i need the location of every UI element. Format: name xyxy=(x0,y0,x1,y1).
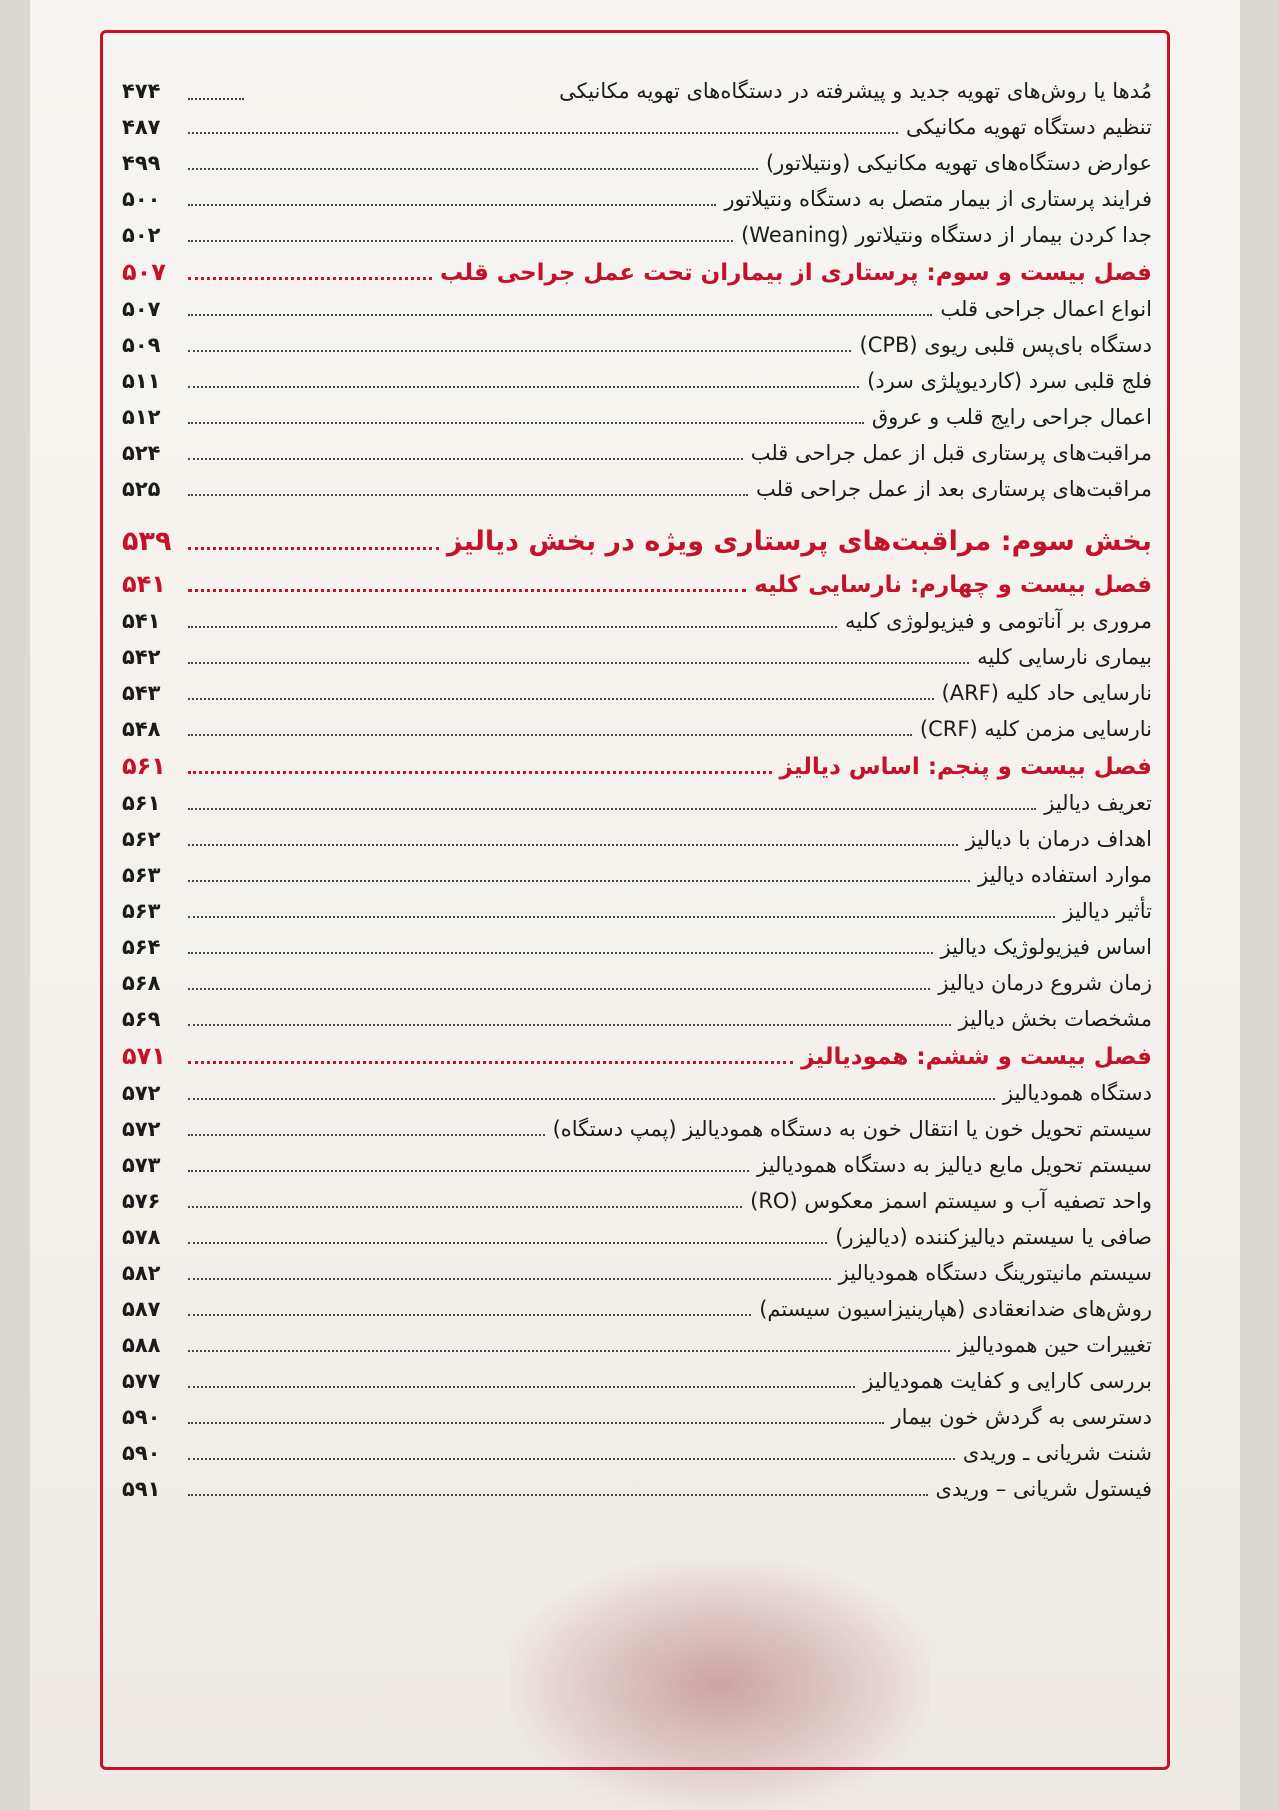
dot-leader xyxy=(188,734,912,736)
dot-leader xyxy=(188,988,930,990)
toc-page-number: ۵۹۰ xyxy=(122,1405,161,1429)
toc-page-number: ۵۷۲ xyxy=(122,1081,161,1105)
toc-entry-title: بخش سوم: مراقبت‌های پرستاری ویژه در بخش دیالیز xyxy=(446,526,1152,557)
toc-page-number: ۵۸۷ xyxy=(122,1297,161,1321)
toc-page-number: ۵۷۳ xyxy=(122,1153,161,1177)
toc-topic-row xyxy=(122,217,1152,253)
toc-entry-title: تعریف دیالیز xyxy=(1044,791,1152,815)
toc-page-number: ۵۷۷ xyxy=(122,1369,161,1393)
toc-entry-title: مراقبت‌های پرستاری قبل از عمل جراحی قلب xyxy=(750,441,1152,465)
toc-entry-title: مروری بر آناتومی و فیزیولوژی کلیه xyxy=(844,609,1152,633)
toc-topic-row xyxy=(122,37,1152,109)
dot-leader xyxy=(188,952,933,954)
toc-page-number: ۵۳۹ xyxy=(122,526,172,557)
toc-page-number: ۵۲۴ xyxy=(122,441,161,465)
toc-entry-title: بررسی کارایی و کفایت همودیالیز xyxy=(863,1369,1152,1393)
toc-page-number: ۵۰۲ xyxy=(122,223,161,247)
toc-page-number: ۵۶۱ xyxy=(122,752,166,780)
dot-leader xyxy=(188,1242,827,1244)
toc-topic-row xyxy=(122,435,1152,471)
dot-leader xyxy=(188,1458,955,1460)
toc-topic-row xyxy=(122,327,1152,363)
toc-entry-title: دسترسی به گردش خون بیمار xyxy=(891,1405,1152,1429)
dot-leader xyxy=(188,168,758,170)
toc-entry-title: زمان شروع درمان دیالیز xyxy=(938,971,1152,995)
toc-topic-row xyxy=(122,1001,1152,1037)
toc-topic-row xyxy=(122,821,1152,857)
toc-topic-row xyxy=(122,1255,1152,1291)
toc-topic-row xyxy=(122,291,1152,327)
toc-topic-row xyxy=(122,785,1152,821)
dot-leader xyxy=(188,808,1036,810)
dot-leader xyxy=(188,1350,950,1352)
toc-entry-title: فیستول شریانی – وریدی xyxy=(935,1477,1152,1501)
toc-topic-row xyxy=(122,711,1152,747)
dot-leader xyxy=(188,1134,545,1136)
toc-entry-title: نارسایی حاد کلیه (ARF) xyxy=(941,681,1152,705)
dot-leader xyxy=(188,314,932,316)
toc-page-number: ۵۸۸ xyxy=(122,1333,161,1357)
dot-leader xyxy=(188,1061,793,1064)
dot-leader xyxy=(188,422,864,424)
toc-page-number: ۵۶۴ xyxy=(122,935,161,959)
dot-leader xyxy=(188,494,748,496)
toc-entry-title: روش‌های ضدانعقادی (هپارینیزاسیون سیستم) xyxy=(759,1297,1152,1321)
toc-page-number: ۵۰۷ xyxy=(122,258,166,286)
toc-topic-row xyxy=(122,1399,1152,1435)
dot-leader xyxy=(188,204,716,206)
dot-leader xyxy=(188,1386,855,1388)
toc-topic-row xyxy=(122,109,1152,145)
toc-topic-row xyxy=(122,1471,1152,1507)
toc-entry-title: فصل بیست و سوم: پرستاری از بیماران تحت عمل جراحی قلب xyxy=(440,260,1152,286)
toc-page-number: ۵۶۲ xyxy=(122,827,161,851)
dot-leader xyxy=(188,240,733,242)
toc-chapter-row xyxy=(122,565,1152,603)
toc-topic-row xyxy=(122,145,1152,181)
toc-page-number: ۵۰۹ xyxy=(122,333,161,357)
toc-topic-row xyxy=(122,181,1152,217)
toc-entry-title: مُدها یا روش‌های تهویه جدید و پیشرفته در دستگاه‌های تهویه مکانیکی xyxy=(559,79,1152,103)
dot-leader xyxy=(188,880,970,882)
toc-topic-row xyxy=(122,1183,1152,1219)
dot-leader xyxy=(188,626,837,628)
toc-entry-title: دستگاه همودیالیز xyxy=(1003,1081,1152,1105)
toc-page-number: ۵۲۵ xyxy=(122,477,161,501)
toc-entry-title: فصل بیست و ششم: همودیالیز xyxy=(801,1044,1152,1070)
toc-topic-row xyxy=(122,1327,1152,1363)
toc-page-number: ۵۱۱ xyxy=(122,369,161,393)
toc-chapter-row xyxy=(122,253,1152,291)
dot-leader xyxy=(188,916,1055,918)
toc-topic-row xyxy=(122,1111,1152,1147)
toc-topic-row xyxy=(122,363,1152,399)
dot-leader xyxy=(188,1278,831,1280)
dot-leader xyxy=(188,589,746,592)
toc-topic-row xyxy=(122,1363,1152,1399)
toc-entry-title: عوارض دستگاه‌های تهویه مکانیکی (ونتیلاتور) xyxy=(765,151,1152,175)
toc-entry-title: فلج قلبی سرد (کاردیوپلژی سرد) xyxy=(867,369,1152,393)
toc-entry-title: فصل بیست و پنجم: اساس دیالیز xyxy=(779,754,1152,780)
toc-entry-title: سیستم تحویل مایع دیالیز به دستگاه همودیالیز xyxy=(757,1153,1152,1177)
toc-entry-title: بیماری نارسایی کلیه xyxy=(977,645,1152,669)
toc-topic-row xyxy=(122,1219,1152,1255)
dot-leader xyxy=(188,98,244,100)
dot-leader xyxy=(188,1422,884,1424)
toc-topic-row xyxy=(122,1435,1152,1471)
dot-leader xyxy=(188,1206,742,1208)
toc-entry-title: مراقبت‌های پرستاری بعد از عمل جراحی قلب xyxy=(755,477,1152,501)
toc-entry-title: تأثیر دیالیز xyxy=(1063,899,1152,923)
toc-entry-title: تغییرات حین همودیالیز xyxy=(957,1333,1152,1357)
toc-page-number: ۵۷۶ xyxy=(122,1189,161,1213)
toc-topic-row xyxy=(122,1291,1152,1327)
dot-leader xyxy=(188,844,958,846)
toc-page-number: ۵۴۳ xyxy=(122,681,161,705)
toc-entry-title: اعمال جراحی رایج قلب و عروق xyxy=(871,405,1152,429)
toc-page-number: ۵۶۳ xyxy=(122,899,161,923)
toc-page-number: ۵۷۱ xyxy=(122,1042,166,1070)
dot-leader xyxy=(188,132,898,134)
toc-entry-title: موارد استفاده دیالیز xyxy=(978,863,1152,887)
dot-leader xyxy=(188,547,439,550)
toc-page-number: ۴۹۹ xyxy=(122,151,161,175)
toc-entry-title: اهداف درمان با دیالیز xyxy=(965,827,1152,851)
toc-entry-title: سیستم تحویل خون یا انتقال خون به دستگاه همودیالیز (پمپ دستگاه) xyxy=(552,1117,1152,1141)
toc-topic-row xyxy=(122,857,1152,893)
dot-leader xyxy=(188,458,743,460)
toc-page-number: ۵۷۸ xyxy=(122,1225,161,1249)
toc-topic-row xyxy=(122,893,1152,929)
toc-page-number: ۴۸۷ xyxy=(122,115,161,139)
toc-page-number: ۵۰۷ xyxy=(122,297,161,321)
toc-topic-row xyxy=(122,965,1152,1001)
toc-page-number: ۵۹۰ xyxy=(122,1441,161,1465)
toc-part-row xyxy=(122,519,1152,565)
toc-entry-title: سیستم مانیتورینگ دستگاه همودیالیز xyxy=(838,1261,1152,1285)
toc-entry-title: اساس فیزیولوژیک دیالیز xyxy=(940,935,1152,959)
toc-page-number: ۵۴۱ xyxy=(122,570,166,598)
dot-leader xyxy=(188,662,969,664)
toc-page-number: ۵۹۱ xyxy=(122,1477,161,1501)
dot-leader xyxy=(188,277,432,280)
toc-entry-title: فصل بیست و چهارم: نارسایی کلیه xyxy=(754,572,1152,598)
toc-page-number: ۵۶۹ xyxy=(122,1007,161,1031)
toc-entry-title: جدا کردن بیمار از دستگاه ونتیلاتور (Weaning) xyxy=(741,223,1152,247)
toc-page-number: ۵۸۲ xyxy=(122,1261,161,1285)
toc-page-number: ۵۶۳ xyxy=(122,863,161,887)
toc-entry-title: صافی یا سیستم دیالیزکننده (دیالیزر) xyxy=(835,1225,1152,1249)
toc-page-number: ۴۷۴ xyxy=(122,79,161,103)
table-of-contents xyxy=(122,37,1152,1507)
toc-page-number: ۵۶۸ xyxy=(122,971,161,995)
toc-page-number: ۵۰۰ xyxy=(122,187,161,211)
toc-topic-row xyxy=(122,471,1152,507)
toc-page-number: ۵۴۱ xyxy=(122,609,161,633)
toc-page-number: ۵۷۲ xyxy=(122,1117,161,1141)
toc-topic-row xyxy=(122,603,1152,639)
toc-page-number: ۵۶۱ xyxy=(122,791,161,815)
dot-leader xyxy=(188,350,851,352)
toc-entry-title: واحد تصفیه آب و سیستم اسمز معکوس (RO) xyxy=(750,1189,1152,1213)
toc-topic-row xyxy=(122,1075,1152,1111)
toc-topic-row xyxy=(122,399,1152,435)
toc-entry-title: انواع اعمال جراحی قلب xyxy=(940,297,1152,321)
toc-entry-title: نارسایی مزمن کلیه (CRF) xyxy=(919,717,1152,741)
dot-leader xyxy=(188,1314,751,1316)
toc-topic-row xyxy=(122,1147,1152,1183)
dot-leader xyxy=(188,1024,951,1026)
toc-chapter-row xyxy=(122,1037,1152,1075)
toc-page-number: ۵۱۲ xyxy=(122,405,161,429)
dot-leader xyxy=(188,1098,995,1100)
toc-page-number: ۵۴۸ xyxy=(122,717,161,741)
toc-topic-row xyxy=(122,675,1152,711)
toc-entry-title: تنظیم دستگاه تهویه مکانیکی xyxy=(905,115,1152,139)
toc-chapter-row xyxy=(122,747,1152,785)
dot-leader xyxy=(188,386,859,388)
toc-topic-row xyxy=(122,639,1152,675)
toc-page-number: ۵۴۲ xyxy=(122,645,161,669)
toc-topic-row xyxy=(122,929,1152,965)
dot-leader xyxy=(188,771,772,774)
toc-entry-title: شنت شریانی ـ وریدی xyxy=(962,1441,1152,1465)
toc-entry-title: فرایند پرستاری از بیمار متصل به دستگاه ونتیلاتور xyxy=(724,187,1152,211)
toc-entry-title: دستگاه بای‌پس قلبی ریوی (CPB) xyxy=(859,333,1152,357)
dot-leader xyxy=(188,698,934,700)
dot-leader xyxy=(188,1494,928,1496)
toc-entry-title: مشخصات بخش دیالیز xyxy=(958,1007,1152,1031)
dot-leader xyxy=(188,1170,749,1172)
